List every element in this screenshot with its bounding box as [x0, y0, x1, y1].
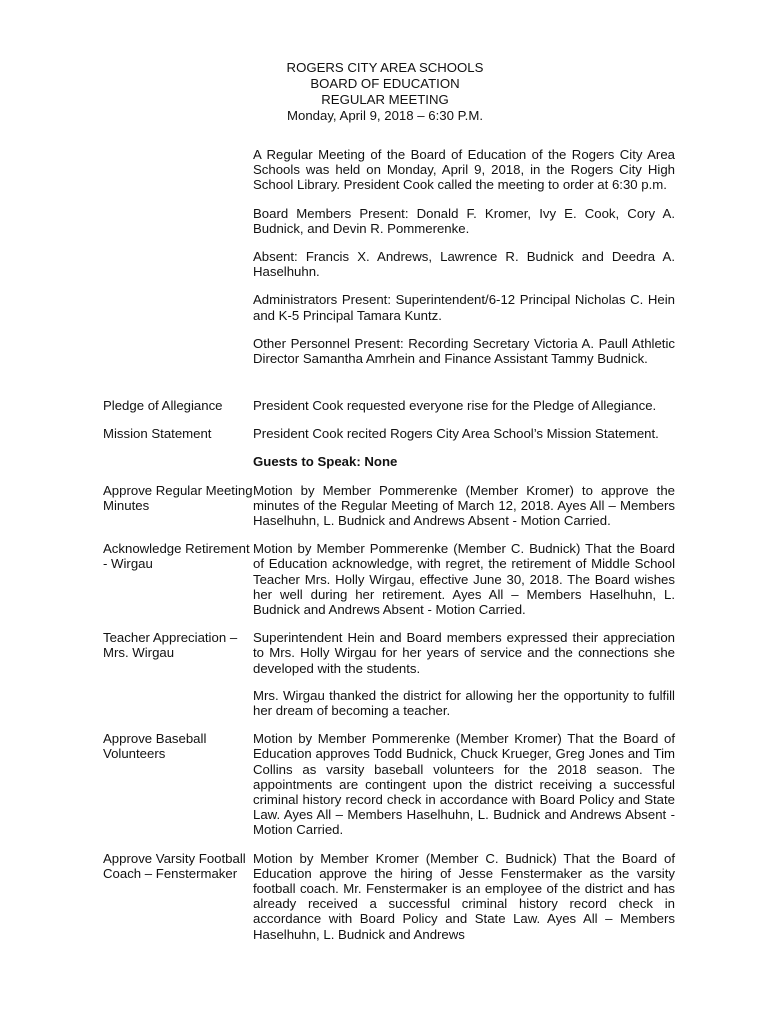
intro-paragraph-administrators: Administrators Present: Superintendent/6-12 Principal Nicholas C. Hein and K-5 Principal Tamara Kuntz. [253, 292, 675, 323]
section-text: President Cook recited Rogers City Area School’s Mission Statement. [253, 426, 659, 442]
section-label: Approve Baseball Volunteers [103, 731, 207, 762]
section-body [253, 426, 675, 441]
section-label: Mission Statement [103, 426, 212, 442]
document-header [230, 60, 540, 124]
section-body [253, 398, 675, 413]
intro-paragraph-other-personnel: Other Personnel Present: Recording Secretary Victoria A. Paull Athletic Director Samantha Amrhein and Finance Assistant Tammy Budnick. [253, 335, 675, 367]
section-retirement [103, 541, 675, 617]
section-text: Motion by Member Pommerenke (Member Kromer) to approve the minutes of the Regular Meeting of March 12, 2018. Ayes All – Members Haselhuhn, L. Budnick and Andrews Absent - Motion Carried. [253, 482, 675, 529]
section-text: Mrs. Wirgau thanked the district for allowing her the opportunity to fulfill her dream of becoming a teacher. [253, 687, 675, 719]
section-label: Pledge of Allegiance [103, 398, 223, 413]
intro-paragraph-members-present: Board Members Present: Donald F. Kromer, Ivy E. Cook, Cory A. Budnick, and Devin R. Pommerenke. [253, 205, 675, 236]
minutes-sections [103, 398, 675, 955]
section-mission [103, 426, 675, 441]
section-body [253, 483, 675, 529]
guests-heading: Guests to Speak: None [253, 454, 398, 470]
header-meeting-date: Monday, April 9, 2018 – 6:30 P.M. [287, 108, 483, 123]
section-text: Motion by Member Pommerenke (Member Kromer) That the Board of Education approves Todd Budnick, Chuck Krueger, Greg Jones and Tim Collins as varsity baseball volunteers for the 2018 season. The appointments are contingent upon the district receiving a successful criminal history record check in accordance with Board Policy and State Law. Ayes All – Members Haselhuhn, L. Budnick and Andrews Absent - Motion Carried. [253, 731, 675, 838]
section-text: Superintendent Hein and Board members expressed their appreciation to Mrs. Holly Wirgau for her years of service and the connections she developed with the students. [253, 630, 675, 676]
section-body [253, 851, 675, 942]
section-label: Teacher Appreciation – Mrs. Wirgau [103, 630, 238, 661]
section-baseball-volunteers [103, 731, 675, 837]
header-meeting-type: REGULAR MEETING [321, 92, 449, 107]
intro-paragraph-opening: A Regular Meeting of the Board of Education of the Rogers City Area Schools was held on Monday, April 9, 2018, in the Rogers City High School Library. President Cook called the meeting to order at 6:30 p.m. [253, 147, 675, 193]
section-body [253, 541, 675, 617]
section-label: Approve Varsity Football Coach – Fenstermaker [103, 850, 246, 881]
header-school-name: ROGERS CITY AREA SCHOOLS [286, 60, 484, 75]
section-pledge [103, 398, 675, 413]
section-label: Acknowledge Retirement - Wirgau [103, 541, 250, 572]
intro-block [253, 147, 675, 379]
section-approve-minutes [103, 483, 675, 529]
section-body [253, 731, 675, 837]
header-board-name: BOARD OF EDUCATION [310, 76, 460, 91]
section-text: Motion by Member Kromer (Member C. Budnick) That the Board of Education approve the hiring of Jesse Fenstermaker as the varsity football coach. Mr. Fenstermaker is an employee of the district and has already received a successful criminal history record check in accordance with Board Policy and State Law. Ayes All – Members Haselhuhn, L. Budnick and Andrews [253, 850, 675, 942]
section-text: Motion by Member Pommerenke (Member C. Budnick) That the Board of Education acknowledge, with regret, the retirement of Middle School Teacher Mrs. Holly Wirgau, effective June 30, 2018. The Board wishes her well during her retirement. Ayes All – Members Haselhuhn, L. Budnick and Andrews Absent - Motion Carried. [253, 541, 675, 618]
section-label: Approve Regular Meeting Minutes [103, 482, 253, 513]
section-text: President Cook requested everyone rise for the Pledge of Allegiance. [253, 398, 657, 413]
section-football-coach [103, 851, 675, 942]
section-teacher-appreciation [103, 630, 675, 718]
section-body [253, 630, 675, 718]
intro-paragraph-absent: Absent: Francis X. Andrews, Lawrence R. Budnick and Deedra A. Haselhuhn. [253, 249, 675, 280]
